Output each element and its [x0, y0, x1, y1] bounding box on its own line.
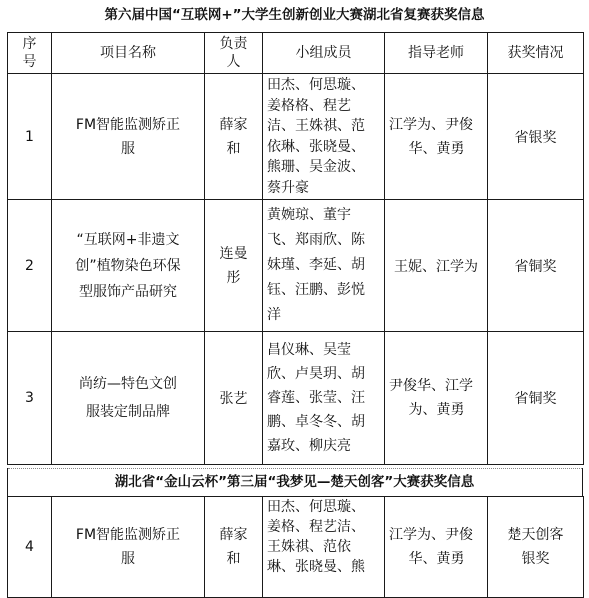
table-row	[8, 74, 584, 200]
leader-name: 张艺	[205, 332, 263, 465]
advisor-names: 王妮、江学为	[385, 200, 488, 332]
header-leader: 负责 人	[205, 33, 263, 74]
award-status: 楚天创客 银奖	[488, 497, 584, 598]
row-number: 1	[8, 74, 52, 200]
row-number: 3	[8, 332, 52, 465]
leader-name: 薛家 和	[205, 74, 263, 200]
header-project: 项目名称	[52, 33, 205, 74]
members-list: 田杰、何思璇、 姜格、程艺洁、 王姝祺、范依 琳、张晓曼、熊	[263, 497, 385, 598]
header-award: 获奖情况	[488, 33, 584, 74]
members-list: 田杰、何思璇、 姜格格、程艺 洁、王姝祺、范 依琳、张晓曼、 熊珊、吴金波、 蔡升豪	[263, 74, 385, 200]
table-row	[8, 200, 584, 332]
project-name: FM智能监测矫正 服	[52, 74, 205, 200]
awards-table-chutian	[7, 496, 584, 598]
advisor-names: 江学为、尹俊 华、黄勇	[385, 497, 488, 598]
row-number: 4	[8, 497, 52, 598]
members-list: 黄婉琼、董宇 飞、郑雨欣、陈 妹瑾、李延、胡 钰、汪鹏、彭悦 洋	[263, 200, 385, 332]
project-name: FM智能监测矫正 服	[52, 497, 205, 598]
header-members: 小组成员	[263, 33, 385, 74]
award-status: 省银奖	[488, 74, 584, 200]
header-no: 序 号	[8, 33, 52, 74]
row-number: 2	[8, 200, 52, 332]
project-name: “互联网+非遗文 创”植物染色环保 型服饰产品研究	[52, 200, 205, 332]
section-1-title: 第六届中国“互联网+”大学生创新创业大赛湖北省复赛获奖信息	[104, 7, 485, 23]
section-2-title: 湖北省“金山云杯”第三届“我梦见—楚天创客”大赛获奖信息	[114, 474, 475, 490]
advisor-names: 尹俊华、江学 为、黄勇	[385, 332, 488, 465]
award-status: 省铜奖	[488, 332, 584, 465]
header-advisor: 指导老师	[385, 33, 488, 74]
header-row	[8, 33, 584, 74]
leader-name: 薛家 和	[205, 497, 263, 598]
award-status: 省铜奖	[488, 200, 584, 332]
advisor-names: 江学为、尹俊 华、黄勇	[385, 74, 488, 200]
table-row	[8, 497, 584, 598]
members-list: 昌仪琳、吴莹 欣、卢昊玥、胡 睿莲、张莹、汪 鹏、卓冬冬、胡 嘉玫、柳庆亮	[263, 332, 385, 465]
project-name: 尚纺—特色文创 服装定制品牌	[52, 332, 205, 465]
leader-name: 连曼 彤	[205, 200, 263, 332]
table-row	[8, 332, 584, 465]
awards-table-provincial	[7, 32, 584, 465]
